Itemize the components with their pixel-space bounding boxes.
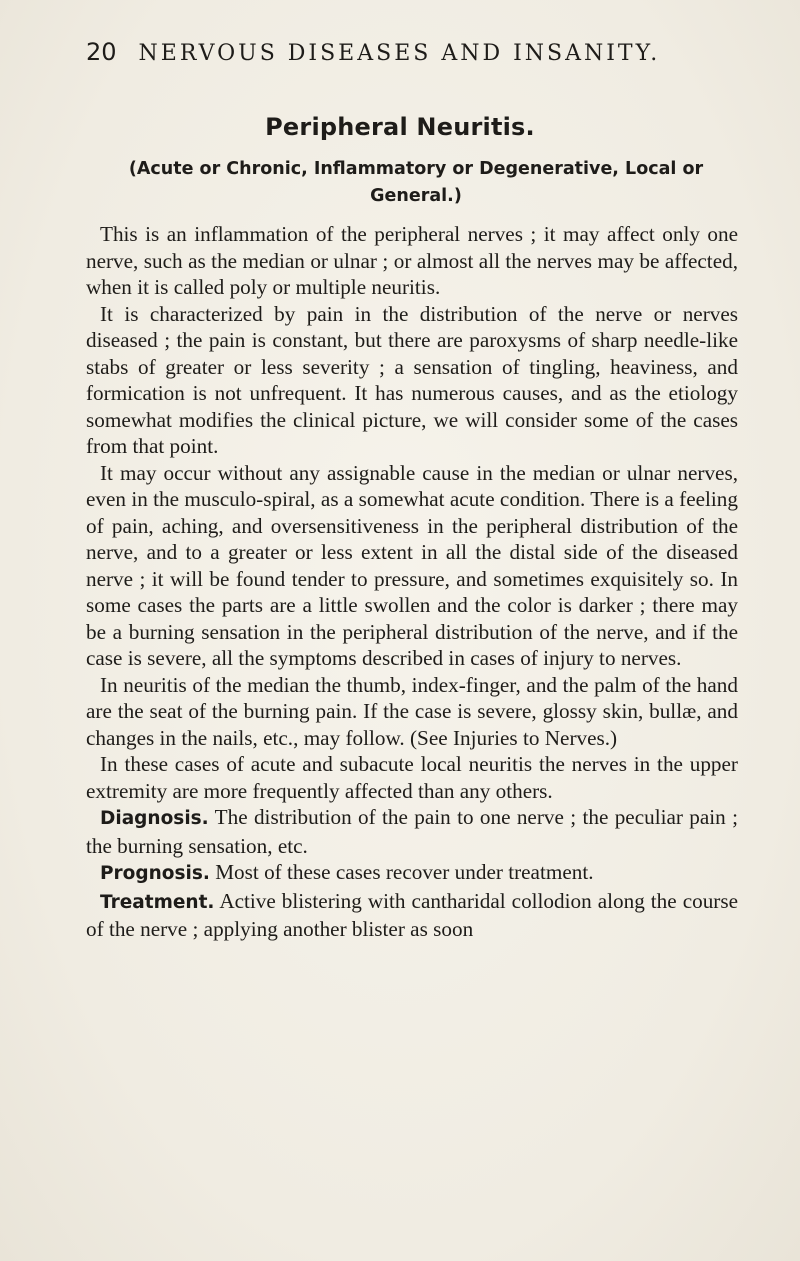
page-number: 20 (86, 38, 117, 66)
running-title: NERVOUS DISEASES AND INSANITY. (138, 41, 661, 66)
section-title: Peripheral Neuritis. (265, 113, 535, 141)
prognosis-text: Most of these cases recover under treatment. (215, 860, 594, 884)
prognosis-paragraph (86, 859, 738, 888)
body-text (86, 221, 738, 943)
diagnosis-heading: Diagnosis. (100, 808, 209, 829)
running-header (86, 38, 726, 66)
treatment-text: Active blistering with cantharidal collodion along the course of the nerve ; applying another blister as soon (86, 888, 738, 941)
paragraph: In neuritis of the median the thumb, index-finger, and the palm of the hand are the seat of the burning pain. If the case is severe, glossy skin, bullæ, and changes in the nails, etc., may follow. (See Injuries to Nerves.) (86, 672, 738, 750)
paragraph: It is characterized by pain in the distribution of the nerve or nerves diseased ; the pain is constant, but there are paroxysms of sharp needle-like stabs of greater or less severity ; a sensation of tingling, heaviness, and formication is not unfrequent. It has numerous causes, and as the etiology somewhat modifies the clinical picture, we will consider some of the cases from that point. (86, 301, 738, 458)
section-subtitle: (Acute or Chronic, Inflammatory or Degenerative, Local or General.) (128, 159, 704, 206)
prognosis-heading: Prognosis. (100, 863, 210, 884)
diagnosis-paragraph (86, 804, 738, 859)
paragraph: In these cases of acute and subacute local neuritis the nerves in the upper extremity are more frequently affected than any others. (86, 752, 738, 803)
paragraph: This is an inflammation of the peripheral nerves ; it may affect only one nerve, such as the median or ulnar ; or almost all the nerves may be affected, when it is called poly or multiple neuritis. (86, 222, 738, 299)
diagnosis-text: The distribution of the pain to one nerve ; the peculiar pain ; the burning sensation, etc. (86, 805, 738, 858)
treatment-paragraph (86, 888, 738, 943)
treatment-heading: Treatment. (100, 891, 215, 913)
paragraph: It may occur without any assignable cause in the median or ulnar nerves, even in the musculo-spiral, as a somewhat acute condition. There is a feeling of pain, aching, and oversensitiveness in the peripheral distribution of the nerve, and to a greater or less extent in all the distal side of the diseased nerve ; it will be found tender to pressure, and sometimes exquisitely so. In some cases the parts are a little swollen and the color is darker ; there may be a burning sensation in the peripheral distribution of the nerve, and if the case is severe, all the symptoms described in cases of injury to nerves. (86, 460, 738, 670)
